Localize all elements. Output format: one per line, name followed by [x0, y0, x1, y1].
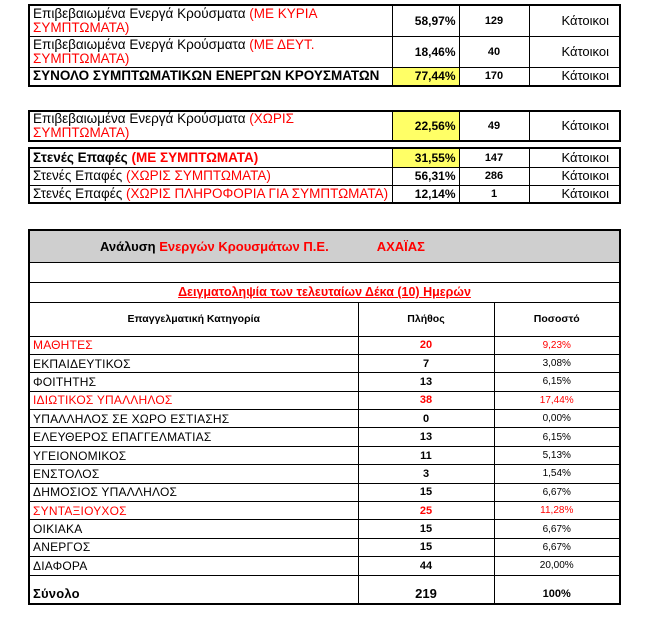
category-cell: ΥΠΑΛΛΗΛΟΣ ΣΕ ΧΩΡΟ ΕΣΤΙΑΣΗΣ [29, 410, 358, 428]
table-row [29, 373, 620, 391]
count-cell: 11 [358, 446, 494, 464]
category-cell: ΟΙΚΙΑΚΑ [29, 520, 358, 538]
asymptomatic-cases-table [28, 110, 621, 142]
row-count: 147 [459, 148, 529, 167]
row-unit: Κάτοικοι [529, 167, 620, 185]
total-row [29, 584, 620, 604]
analysis-title: Ανάλυση Ενεργών Κρουσμάτων Π.Ε. ΑΧΑΪΑΣ [29, 230, 620, 262]
row-unit: Κάτοικοι [529, 111, 620, 141]
category-cell: ΔΙΑΦΟΡΑ [29, 557, 358, 575]
table-row [29, 446, 620, 464]
count-cell: 0 [358, 410, 494, 428]
sampling-subtitle: Δειγματοληψία των τελευταίων Δέκα (10) Ημερών [29, 282, 620, 302]
row-label: Επιβεβαιωμένα Ενεργά Κρούσματα (ΜΕ ΚΥΡΙΑ ΣΥΜΠΤΩΜΑΤΑ) [29, 5, 392, 36]
count-cell: 13 [358, 373, 494, 391]
row-unit: Κάτοικοι [529, 5, 620, 36]
count-cell: 3 [358, 465, 494, 483]
table-row [29, 557, 620, 575]
percent-cell: 6,15% [494, 373, 620, 391]
symptomatic-cases-table [28, 4, 621, 87]
count-cell: 44 [358, 557, 494, 575]
table-row [29, 465, 620, 483]
analysis-table [28, 229, 621, 605]
summary-row [29, 167, 620, 185]
row-count: 129 [459, 5, 529, 36]
row-unit: Κάτοικοι [529, 148, 620, 167]
percent-cell: 11,28% [494, 502, 620, 520]
count-cell: 13 [358, 428, 494, 446]
category-cell: ΕΛΕΥΘΕΡΟΣ ΕΠΑΓΓΕΛΜΑΤΙΑΣ [29, 428, 358, 446]
header-count: Πλήθος [358, 302, 494, 336]
summary-row [29, 111, 620, 141]
count-cell: 15 [358, 520, 494, 538]
summary-row [29, 185, 620, 203]
percent-cell: 1,54% [494, 465, 620, 483]
header-category: Επαγγελματική Κατηγορία [29, 302, 358, 336]
category-cell: ΦΟΙΤΗΤΗΣ [29, 373, 358, 391]
percent-cell: 5,13% [494, 446, 620, 464]
category-cell: ΕΝΣΤΟΛΟΣ [29, 465, 358, 483]
row-label: Επιβεβαιωμένα Ενεργά Κρούσματα (ΜΕ ΔΕΥΤ. ΣΥΜΠΤΩΜΑΤΑ) [29, 36, 392, 67]
summary-row [29, 67, 620, 86]
category-cell: ΙΔΙΩΤΙΚΟΣ ΥΠΑΛΛΗΛΟΣ [29, 391, 358, 409]
table-row [29, 410, 620, 428]
row-label: Στενές Επαφές (ΧΩΡΙΣ ΣΥΜΠΤΩΜΑΤΑ) [29, 167, 392, 185]
category-cell: ΜΑΘΗΤΕΣ [29, 336, 358, 354]
summary-row [29, 36, 620, 67]
row-count: 170 [459, 67, 529, 86]
category-cell: ΑΝΕΡΓΟΣ [29, 538, 358, 556]
table-row [29, 354, 620, 372]
percent-cell: 3,08% [494, 354, 620, 372]
row-count: 1 [459, 185, 529, 203]
row-count: 49 [459, 111, 529, 141]
summary-row [29, 148, 620, 167]
count-cell: 25 [358, 502, 494, 520]
row-label: ΣΥΝΟΛΟ ΣΥΜΠΤΩΜΑΤΙΚΩΝ ΕΝΕΡΓΩΝ ΚΡΟΥΣΜΑΤΩΝ [29, 67, 392, 86]
row-unit: Κάτοικοι [529, 67, 620, 86]
column-header-row [29, 302, 620, 336]
table-row [29, 336, 620, 354]
total-label: Σύνολο [29, 584, 358, 604]
table-row [29, 483, 620, 501]
row-percent: 77,44% [392, 67, 459, 86]
percent-cell: 20,00% [494, 557, 620, 575]
table-row [29, 502, 620, 520]
percent-cell: 6,67% [494, 538, 620, 556]
row-count: 40 [459, 36, 529, 67]
count-cell: 38 [358, 391, 494, 409]
empty-row [29, 262, 620, 282]
header-percent: Ποσοστό [494, 302, 620, 336]
count-cell: 15 [358, 538, 494, 556]
row-unit: Κάτοικοι [529, 185, 620, 203]
close-contacts-table [28, 147, 621, 204]
percent-cell: 17,44% [494, 391, 620, 409]
row-percent: 18,46% [392, 36, 459, 67]
percent-cell: 6,15% [494, 428, 620, 446]
row-percent: 31,55% [392, 148, 459, 167]
table-row [29, 428, 620, 446]
row-percent: 12,14% [392, 185, 459, 203]
table-row [29, 538, 620, 556]
percent-cell: 6,67% [494, 520, 620, 538]
count-cell: 7 [358, 354, 494, 372]
category-cell: ΕΚΠΑΙΔΕΥΤΙΚΟΣ [29, 354, 358, 372]
table-row [29, 520, 620, 538]
row-unit: Κάτοικοι [529, 36, 620, 67]
row-percent: 56,31% [392, 167, 459, 185]
percent-cell: 0,00% [494, 410, 620, 428]
total-count: 219 [358, 584, 494, 604]
row-label: Στενές Επαφές (ΜΕ ΣΥΜΠΤΩΜΑΤΑ) [29, 148, 392, 167]
row-percent: 22,56% [392, 111, 459, 141]
total-percent: 100% [542, 587, 571, 600]
count-cell: 20 [358, 336, 494, 354]
category-cell: ΔΗΜΟΣΙΟΣ ΥΠΑΛΛΗΛΟΣ [29, 483, 358, 501]
summary-row [29, 5, 620, 36]
row-label: Στενές Επαφές (ΧΩΡΙΣ ΠΛΗΡΟΦΟΡΙΑ ΓΙΑ ΣΥΜΠΤΩΜΑΤΑ) [29, 185, 392, 203]
percent-cell: 6,67% [494, 483, 620, 501]
count-cell: 15 [358, 483, 494, 501]
table-row [29, 391, 620, 409]
row-percent: 58,97% [392, 5, 459, 36]
row-count: 286 [459, 167, 529, 185]
percent-cell: 9,23% [494, 336, 620, 354]
category-cell: ΥΓΕΙΟΝΟΜΙΚΟΣ [29, 446, 358, 464]
row-label: Επιβεβαιωμένα Ενεργά Κρούσματα (ΧΩΡΙΣ ΣΥΜΠΤΩΜΑΤΑ) [29, 111, 392, 141]
category-cell: ΣΥΝΤΑΞΙΟΥΧΟΣ [29, 502, 358, 520]
